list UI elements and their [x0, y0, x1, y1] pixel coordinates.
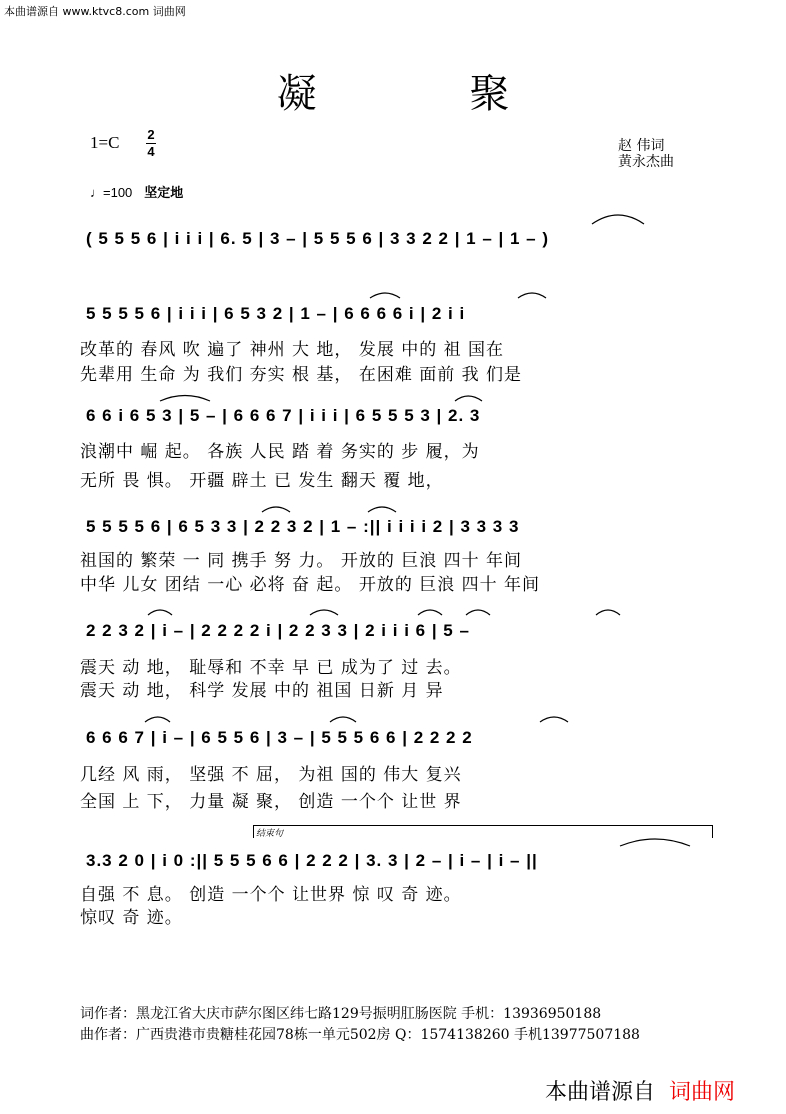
- lyric-line-3a: 浪潮中 崛 起。 各族 人民 踏 着 务实的 步 履，为: [80, 442, 480, 462]
- composer-contact: 曲作者：广西贵港市贵糖桂花园78栋一单元502房 Q：1574138260 手机13977507188: [80, 1027, 640, 1043]
- authors: [618, 138, 674, 170]
- score-system-5: 2 2 3 2 | i – | 2 2 2 2 i | 2 2 3 3 | 2 i i i 6 | 5 –: [86, 621, 470, 640]
- tempo-bpm: ♩=100: [90, 185, 133, 200]
- time-top: 2: [147, 127, 155, 142]
- time-signature: [146, 128, 156, 159]
- lyric-line-6a: 几经 风 雨， 坚强 不 屈， 为祖 国的 伟大 复兴: [80, 765, 462, 785]
- key-signature: 1=C: [90, 133, 120, 152]
- score-system-1: ( 5 5 5 6 | i i i | 6. 5 | 3 – | 5 5 5 6 | 3 3 2 2 | 1 – | 1 – ): [86, 229, 550, 248]
- lyric-line-7a: 自强 不 息。 创造 一个个 让世界 惊 叹 奇 迹。: [80, 885, 462, 905]
- lyric-line-2b: 先辈用 生命 为 我们 夯实 根 基， 在困难 面前 我 们是: [80, 365, 523, 385]
- score-system-3: 6 6 i 6 5 3 | 5 – | 6 6 6 7 | i i i | 6 5 5 5 3 | 2. 3: [86, 406, 481, 425]
- lyric-line-4a: 祖国的 繁荣 一 同 携手 努 力。 开放的 巨浪 四十 年间: [80, 551, 523, 571]
- lyric-line-5a: 震天 动 地， 耻辱和 不幸 早 已 成为了 过 去。: [80, 658, 462, 678]
- score-system-7: 3.3 2 0 | i 0 :|| 5 5 5 6 6 | 2 2 2 | 3. 3 | 2 – | i – | i – ||: [86, 851, 538, 870]
- lyric-line-2a: 改革的 春风 吹 遍了 神州 大 地， 发展 中的 祖 国在: [80, 340, 505, 360]
- time-bottom: 4: [147, 144, 155, 159]
- lyric-line-6b: 全国 上 下， 力量 凝 聚， 创造 一个个 让世 界: [80, 792, 462, 812]
- lyricist-contact: 词作者：黑龙江省大庆市萨尔图区纬七路129号振明肛肠医院 手机：13936950188: [80, 1006, 602, 1022]
- lyricist-credit: 赵 伟词: [618, 138, 665, 154]
- tempo-marking: [90, 182, 183, 201]
- tempo-expression: 坚定地: [144, 185, 184, 200]
- composer-credit: 黄永杰曲: [618, 154, 674, 170]
- lyric-line-5b: 震天 动 地， 科学 发展 中的 祖国 日新 月 异: [80, 681, 444, 701]
- brand-text-a: 本曲谱源自: [545, 1080, 656, 1105]
- song-title: 凝 聚: [276, 71, 580, 117]
- lyric-line-3b: 无所 畏 惧。 开疆 辟土 已 发生 翻天 覆 地，: [80, 471, 444, 491]
- score-system-4: 5 5 5 5 6 | 6 5 3 3 | 2 2 3 2 | 1 – :|| i i i i 2 | 3 3 3 3: [86, 517, 520, 536]
- brand-watermark: [545, 1075, 735, 1106]
- ending-bracket: [253, 825, 713, 838]
- brand-text-b: 词曲网: [669, 1080, 736, 1105]
- score-system-2: 5 5 5 5 6 | i i i | 6 5 3 2 | 1 – | 6 6 6 6 i | 2 i i: [86, 304, 466, 323]
- lyric-line-4b: 中华 儿女 团结 一心 必将 奋 起。 开放的 巨浪 四十 年间: [80, 575, 541, 595]
- lyric-line-7b: 惊叹 奇 迹。: [80, 908, 183, 928]
- header-watermark: 本曲谱源自 www.ktvc8.com 词曲网: [4, 5, 186, 18]
- ending-label: 结束句: [256, 829, 284, 839]
- score-system-6: 6 6 6 7 | i – | 6 5 5 6 | 3 – | 5 5 5 6 6 | 2 2 2 2: [86, 728, 473, 747]
